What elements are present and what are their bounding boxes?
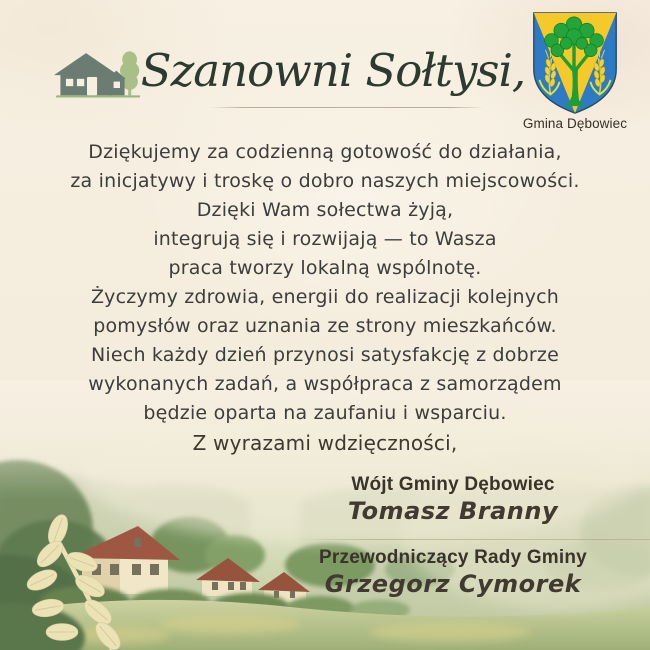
closing-line: Z wyrazami wdzięczności,: [192, 431, 458, 455]
signature-mayor: [253, 474, 650, 525]
crest-caption: Gmina Dębowiec: [522, 116, 628, 131]
signature-divider: [298, 539, 650, 540]
body-line: wykonanych zadań, a współpraca z samorządem: [88, 373, 562, 395]
coat-of-arms-icon: [529, 10, 621, 116]
signature-council-chairman: [253, 547, 650, 598]
title-divider: [210, 107, 484, 108]
body-line: będzie oparta na zaufaniu i wsparciu.: [143, 402, 507, 424]
body-line: Dzięki Wam sołectwa żyją,: [196, 199, 454, 221]
page-title: Szanowni Sołtysi,: [140, 44, 526, 97]
body-line: Dziękujemy za codzienną gotowość do działania,: [88, 141, 562, 163]
message-body: [28, 138, 622, 428]
body-line: Życzymy zdrowia, energii do realizacji kolejnych: [90, 286, 560, 308]
body-line: za inicjatywy i troskę o dobro naszych miejscowości.: [70, 170, 580, 192]
body-line: integrują się i rozwijają — to Wasza: [153, 228, 497, 250]
body-line: Niech każdy dzień przynosi satysfakcję z dobrze: [91, 344, 559, 366]
signature-role: Przewodniczący Rady Gminy: [319, 547, 587, 568]
body-line: praca tworzy lokalną wspólnotę.: [168, 257, 482, 279]
body-line: pomysłów oraz uznania ze strony mieszkańców.: [93, 315, 557, 337]
signature-role: Wójt Gminy Dębowiec: [351, 474, 555, 495]
house-with-tree-icon: [54, 48, 142, 106]
logo-ground-line: [56, 95, 140, 97]
signature-name: Tomasz Branny: [347, 497, 559, 525]
signature-name: Grzegorz Cymorek: [324, 570, 582, 598]
